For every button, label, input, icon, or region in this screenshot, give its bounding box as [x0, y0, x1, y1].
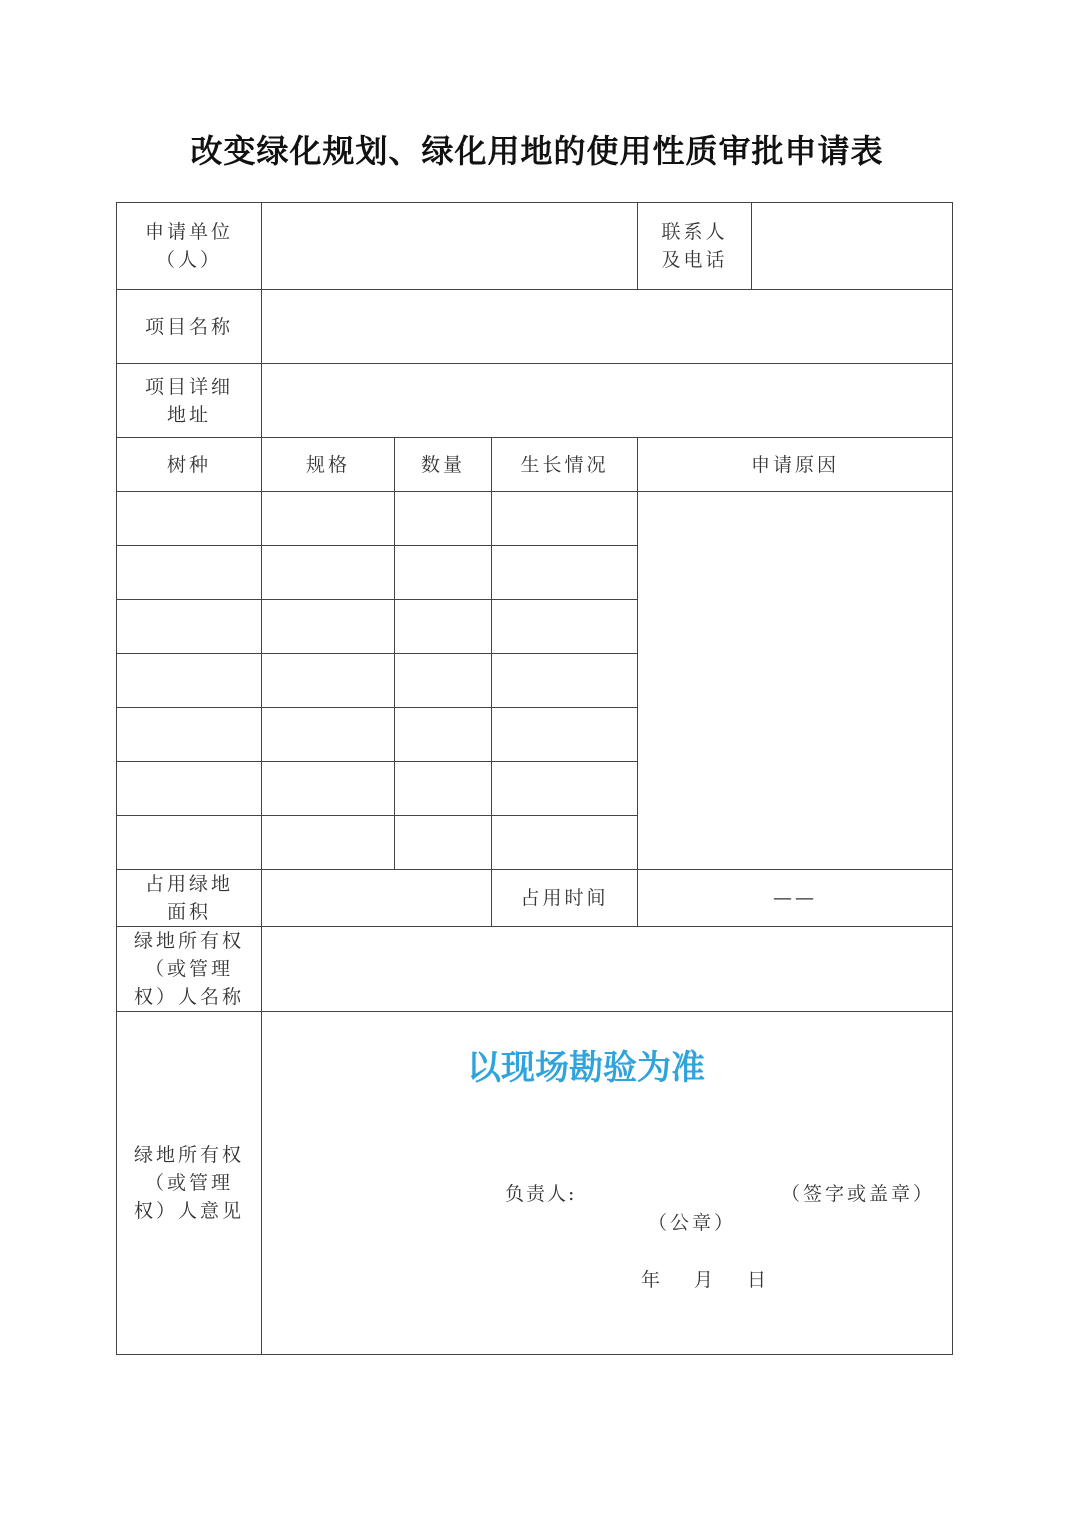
project-name-row: [117, 290, 953, 364]
cell-growth[interactable]: [492, 600, 638, 654]
applicant-row: [117, 203, 953, 290]
occupied-row: [117, 870, 953, 927]
header-reason: 申请原因: [638, 438, 953, 492]
occupied-area-field[interactable]: [262, 870, 492, 927]
stamp-text: 以现场勘验为准: [467, 1048, 705, 1088]
seal-label: （公章）: [648, 1212, 737, 1234]
cell-spec[interactable]: [262, 654, 395, 708]
project-address-row: [117, 364, 953, 438]
cell-species[interactable]: [117, 492, 262, 546]
cell-spec[interactable]: [262, 600, 395, 654]
cell-quantity[interactable]: [395, 600, 492, 654]
applicant-label: 申请单位（人）: [144, 221, 233, 271]
cell-species[interactable]: [117, 600, 262, 654]
contact-label: 联系人及电话: [661, 221, 728, 271]
application-form: [116, 202, 953, 1355]
cell-species[interactable]: [117, 762, 262, 816]
owner-name-field[interactable]: [262, 927, 953, 1012]
cell-quantity[interactable]: [395, 492, 492, 546]
cell-spec[interactable]: [262, 546, 395, 600]
cell-quantity[interactable]: [395, 816, 492, 870]
date-line: [641, 1266, 800, 1294]
cell-growth[interactable]: [492, 492, 638, 546]
occupied-area-label: 占用绿地面积: [144, 873, 233, 923]
owner-name-label: 绿地所有权（或管理权）人名称: [133, 930, 244, 1008]
header-species: 树种: [117, 438, 262, 492]
date-month: 月: [694, 1269, 714, 1291]
cell-species[interactable]: [117, 654, 262, 708]
date-year: 年: [641, 1269, 661, 1291]
date-day: 日: [747, 1269, 767, 1291]
table-row: [117, 492, 953, 546]
cell-quantity[interactable]: [395, 762, 492, 816]
cell-quantity[interactable]: [395, 654, 492, 708]
cell-species[interactable]: [117, 708, 262, 762]
sign-label: （签字或盖章）: [781, 1183, 936, 1205]
reason-field[interactable]: [638, 492, 953, 870]
cell-spec[interactable]: [262, 816, 395, 870]
cell-spec[interactable]: [262, 708, 395, 762]
responsible-label: 负责人:: [505, 1183, 577, 1205]
cell-spec[interactable]: [262, 762, 395, 816]
project-name-label: 项目名称: [144, 315, 233, 338]
occupied-time-label: 占用时间: [492, 870, 638, 927]
occupied-time-field[interactable]: ——: [638, 870, 953, 927]
cell-growth[interactable]: [492, 816, 638, 870]
cell-growth[interactable]: [492, 762, 638, 816]
cell-growth[interactable]: [492, 654, 638, 708]
page-title: 改变绿化规划、绿化用地的使用性质审批申请表: [190, 132, 884, 170]
cell-quantity[interactable]: [395, 708, 492, 762]
applicant-field[interactable]: [262, 203, 638, 290]
cell-quantity[interactable]: [395, 546, 492, 600]
cell-species[interactable]: [117, 816, 262, 870]
header-growth: 生长情况: [492, 438, 638, 492]
owner-name-row: [117, 927, 953, 1012]
tree-table-header-row: [117, 438, 953, 492]
cell-growth[interactable]: [492, 546, 638, 600]
project-address-field[interactable]: [262, 364, 953, 438]
owner-opinion-label: 绿地所有权（或管理权）人意见: [133, 1144, 244, 1222]
cell-spec[interactable]: [262, 492, 395, 546]
owner-opinion-field[interactable]: [262, 1012, 953, 1355]
cell-growth[interactable]: [492, 708, 638, 762]
cell-species[interactable]: [117, 546, 262, 600]
header-quantity: 数量: [395, 438, 492, 492]
owner-opinion-row: [117, 1012, 953, 1355]
contact-field[interactable]: [752, 203, 953, 290]
header-spec: 规格: [262, 438, 395, 492]
project-address-label: 项目详细地址: [144, 375, 233, 426]
project-name-field[interactable]: [262, 290, 953, 364]
